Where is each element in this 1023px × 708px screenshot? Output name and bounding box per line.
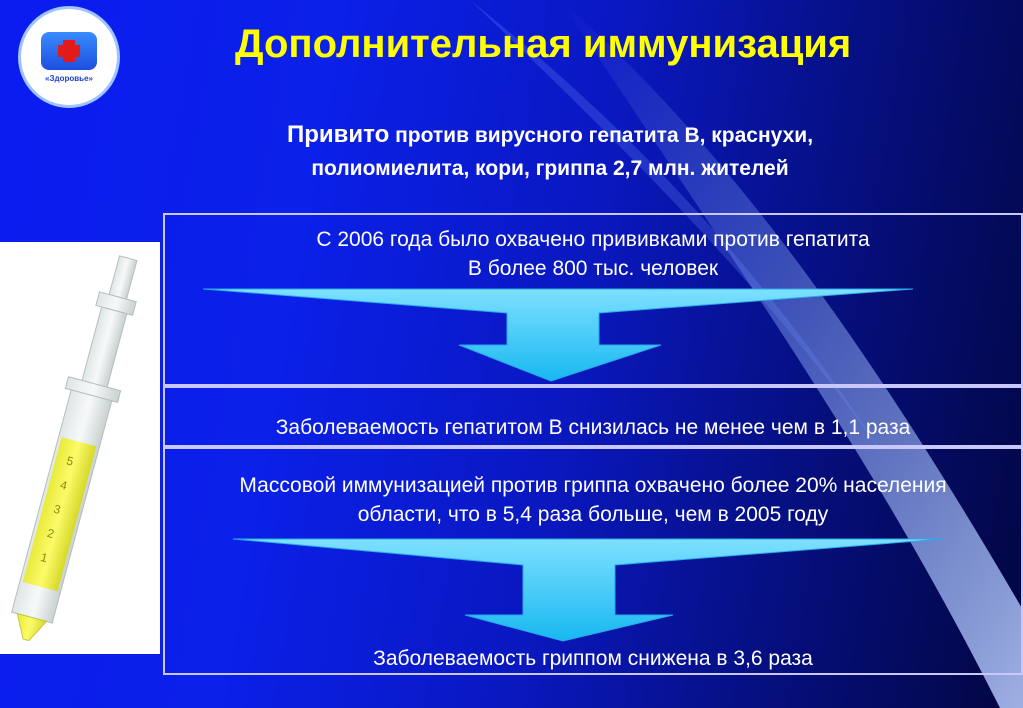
flu-coverage-text: Массовой иммунизацией против гриппа охвачено более 20% населения области, что в 5,4 раза больше, чем в 2005 году <box>239 474 947 526</box>
subtitle <box>200 118 900 185</box>
syringe-mark-4: 4 <box>58 477 69 493</box>
subtitle-line-1 <box>200 118 900 152</box>
subtitle-lead: Привито <box>286 121 390 148</box>
hepatitis-coverage-text: С 2006 года было охвачено прививками против гепатита В более 800 тыс. человек <box>316 228 870 280</box>
subtitle-line-2: полиомиелита, кори, гриппа 2,7 млн. жителей <box>311 157 789 180</box>
hepatitis-result-text: Заболеваемость гепатитом В снизилась не менее чем в 1,1 раза <box>275 416 911 439</box>
down-arrow-icon <box>203 287 913 383</box>
syringe-image <box>0 242 160 654</box>
hepatitis-coverage-box <box>163 213 1023 386</box>
syringe-mark-1: 1 <box>39 550 50 566</box>
syringe-mark-5: 5 <box>65 453 76 469</box>
logo-caption: «Здоровье» <box>45 73 93 83</box>
syringe-icon <box>0 242 160 654</box>
subtitle-rest: против вирусного гепатита В, краснухи, <box>389 124 814 147</box>
down-arrow-icon <box>233 537 943 642</box>
red-cross-icon <box>41 32 97 70</box>
page-title: Дополнительная иммунизация <box>235 22 852 66</box>
national-projects-logo <box>18 6 120 108</box>
hepatitis-result-box <box>163 386 1023 447</box>
syringe-mark-3: 3 <box>52 501 63 518</box>
flu-result-text: Заболеваемость гриппом снижена в 3,6 раза <box>373 647 813 670</box>
flu-box <box>163 447 1023 675</box>
syringe-mark-2: 2 <box>45 525 56 542</box>
